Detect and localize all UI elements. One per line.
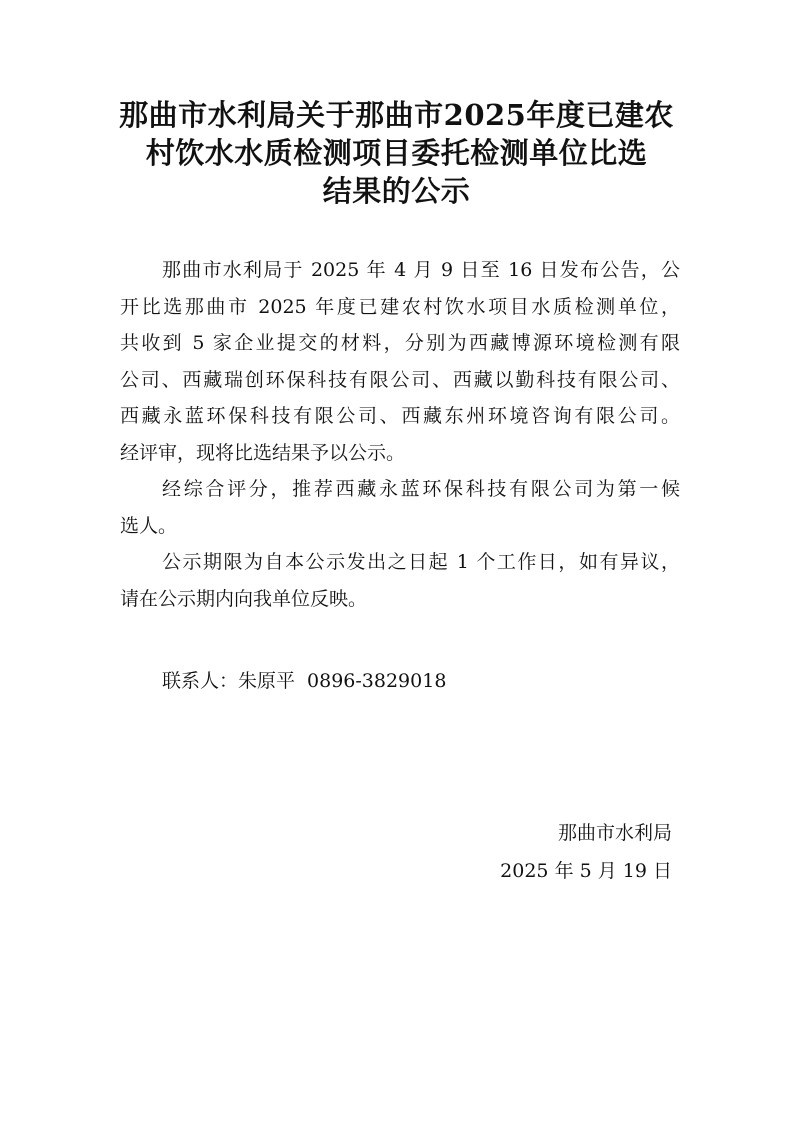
body-line: 经综合评分，推荐西藏永蓝环保科技有限公司为第一候 (162, 478, 680, 500)
body-line: 公司、西藏瑞创环保科技有限公司、西藏以勤科技有限公司、 (120, 368, 680, 391)
paragraph-objection-period (120, 544, 680, 617)
paragraph-recommendation (120, 471, 680, 544)
contact-line (162, 663, 446, 699)
body-line: 公示期限为自本公示发出之日起 1 个工作日，如有异议， (162, 551, 680, 573)
contact-phone: 0896-3829018 (307, 670, 447, 692)
title-line-2: 村饮水水质检测项目委托检测单位比选 (145, 136, 648, 170)
body-line: 那曲市水利局于 2025 年 4 月 9 日至 16 日发布公告，公 (162, 259, 680, 281)
document-title (100, 96, 693, 210)
paragraph-announcement (120, 252, 680, 471)
title-line-3: 结果的公示 (322, 174, 471, 208)
body-line: 开比选那曲市 2025 年度已建农村饮水项目水质检测单位， (120, 295, 680, 318)
body-line: 请在公示期内向我单位反映。 (120, 587, 368, 610)
issue-date: 2025 年 5 月 19 日 (500, 860, 672, 882)
document-body (120, 252, 680, 617)
body-line: 经评审，现将比选结果予以公示。 (120, 441, 406, 464)
body-line: 共收到 5 家企业提交的材料，分别为西藏博源环境检测有限 (120, 332, 680, 354)
body-line: 选人。 (120, 514, 178, 537)
issuing-organization: 那曲市水利局 (557, 822, 672, 844)
title-line-1: 那曲市水利局关于那曲市2025年度已建农 (119, 98, 674, 132)
signature-block (500, 814, 672, 890)
contact-person: 联系人：朱原平 (162, 670, 296, 692)
body-line: 西藏永蓝环保科技有限公司、西藏东州环境咨询有限公司。 (120, 405, 680, 427)
